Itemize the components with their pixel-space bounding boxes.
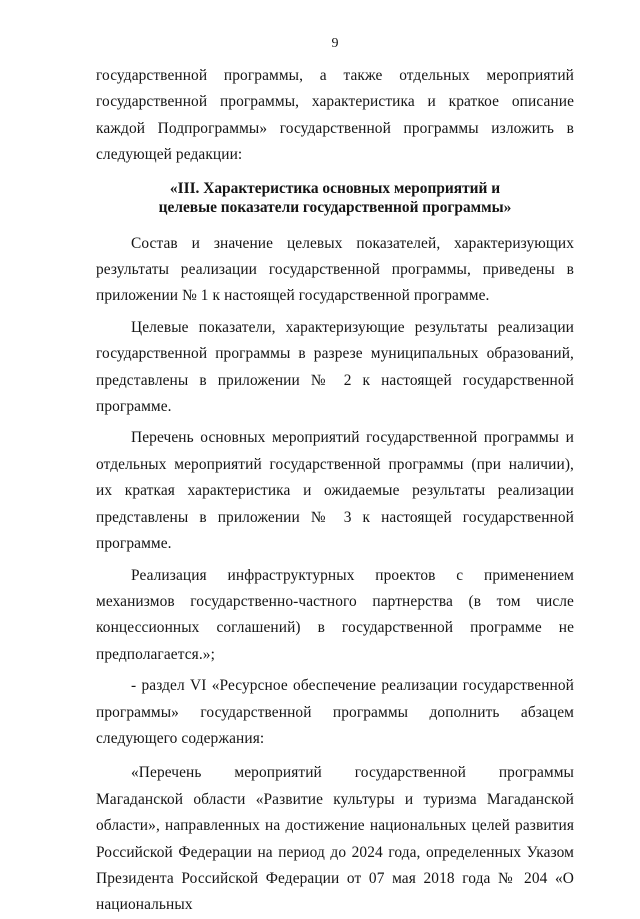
paragraph-measures-list: Перечень основных мероприятий государственной программы и отдельных мероприятий государственной программы (при наличии), их краткая характеристика и ожидаемые результаты реализации представлены в приложении № 3 к настоящей государственной программе.: [96, 429, 574, 553]
paragraph-intro: государственной программы, а также отдельных мероприятий государственной программы, характеристика и краткое описание каждой Подпрограммы» государственной программы изложить в следующей редакции:: [96, 67, 574, 164]
section-heading-line-1: «III. Характеристика основных мероприятий и: [169, 179, 501, 197]
section-heading-line-2: целевые показатели государственной программы»: [158, 198, 512, 216]
page-number: 9: [331, 36, 339, 51]
section-heading: [96, 179, 574, 217]
paragraph-national-goals: «Перечень мероприятий государственной программы Магаданской области «Развитие культуры и туризма Магаданской области», направленных на достижение национальных целей развития Российской Федерации на период до 2024 года, определенных Указом Президента Российской Федерации от 07 мая 2018 года № 204 «О национальных: [96, 764, 574, 914]
paragraph-section-vi: - раздел VI «Ресурсное обеспечение реализации государственной программы» государственной программы дополнить абзацем следующего содержания:: [96, 677, 574, 747]
paragraph-infrastructure-projects: Реализация инфраструктурных проектов с применением механизмов государственно-частного партнерства (в том числе концессионных соглашений) в государственной программе не предполагается.»;: [96, 566, 574, 663]
paragraph-municipal-indicators: Целевые показатели, характеризующие результаты реализации государственной программы в разрезе муниципальных образований, представлены в приложении № 2 к настоящей государственной программе.: [96, 318, 574, 416]
paragraph-target-indicators: Состав и значение целевых показателей, характеризующих результаты реализации государственной программы, приведены в приложении № 1 к настоящей государственной программе.: [96, 234, 574, 305]
